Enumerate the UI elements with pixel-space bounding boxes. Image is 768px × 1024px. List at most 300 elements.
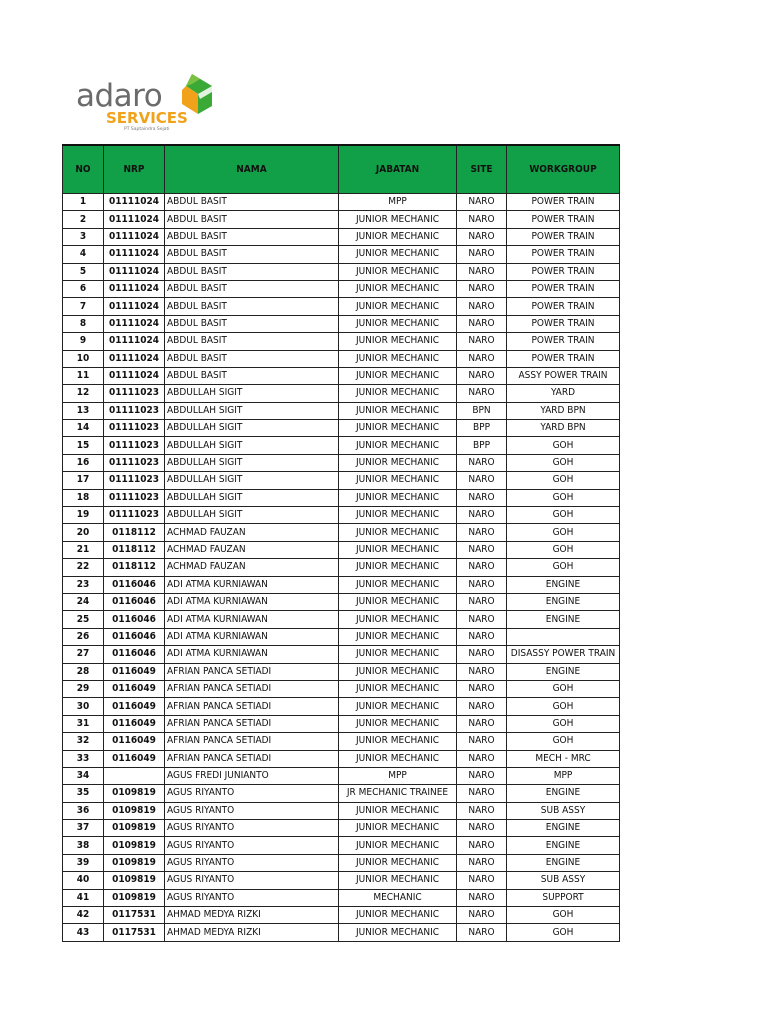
cell-no: 13 [63, 402, 104, 419]
cell-site: NARO [457, 489, 507, 506]
cell-site: NARO [457, 837, 507, 854]
table-row [63, 767, 620, 784]
cell-no: 29 [63, 680, 104, 697]
cell-nrp: 0116049 [104, 680, 165, 697]
cell-no: 36 [63, 802, 104, 819]
cell-nama: ABDUL BASIT [165, 211, 339, 228]
cell-nrp: 0109819 [104, 802, 165, 819]
table-row [63, 854, 620, 871]
cell-nama: ABDUL BASIT [165, 350, 339, 367]
cell-jabatan: JUNIOR MECHANIC [339, 750, 457, 767]
cell-site: NARO [457, 367, 507, 384]
cell-site: BPP [457, 420, 507, 437]
cell-nama: ABDUL BASIT [165, 246, 339, 263]
cell-nrp: 0116049 [104, 750, 165, 767]
cell-site: NARO [457, 628, 507, 645]
cell-site: NARO [457, 315, 507, 332]
cell-jabatan: JUNIOR MECHANIC [339, 907, 457, 924]
cell-nama: ADI ATMA KURNIAWAN [165, 646, 339, 663]
table-row [63, 802, 620, 819]
cell-no: 43 [63, 924, 104, 941]
cell-site: NARO [457, 820, 507, 837]
cell-workgroup: ENGINE [507, 820, 620, 837]
cell-no: 17 [63, 472, 104, 489]
cell-nama: ABDUL BASIT [165, 333, 339, 350]
table-row [63, 350, 620, 367]
cell-workgroup: GOH [507, 924, 620, 941]
cell-workgroup: GOH [507, 680, 620, 697]
cell-no: 14 [63, 420, 104, 437]
table-row [63, 924, 620, 941]
cell-jabatan: JUNIOR MECHANIC [339, 802, 457, 819]
cell-no: 26 [63, 628, 104, 645]
cell-site: NARO [457, 715, 507, 732]
cell-nama: AHMAD MEDYA RIZKI [165, 924, 339, 941]
cell-jabatan: JR MECHANIC TRAINEE [339, 785, 457, 802]
cell-nama: AHMAD MEDYA RIZKI [165, 907, 339, 924]
table-row [63, 315, 620, 332]
cell-nrp: 0109819 [104, 785, 165, 802]
cell-nama: ADI ATMA KURNIAWAN [165, 628, 339, 645]
cell-site: NARO [457, 507, 507, 524]
cell-nrp: 0116049 [104, 698, 165, 715]
cell-nrp: 0109819 [104, 854, 165, 871]
cell-workgroup: POWER TRAIN [507, 194, 620, 211]
cell-jabatan: JUNIOR MECHANIC [339, 628, 457, 645]
cell-no: 2 [63, 211, 104, 228]
cell-nama: ACHMAD FAUZAN [165, 524, 339, 541]
cell-nrp: 01111024 [104, 211, 165, 228]
cell-site: NARO [457, 524, 507, 541]
employee-table [62, 144, 620, 942]
cell-site: NARO [457, 785, 507, 802]
cell-no: 3 [63, 228, 104, 245]
cell-no: 16 [63, 454, 104, 471]
table-row [63, 559, 620, 576]
cell-nrp: 0109819 [104, 872, 165, 889]
cell-nama: ABDULLAH SIGIT [165, 402, 339, 419]
cell-nama: ABDULLAH SIGIT [165, 472, 339, 489]
cell-jabatan: JUNIOR MECHANIC [339, 820, 457, 837]
cell-workgroup: GOH [507, 559, 620, 576]
cell-site: NARO [457, 472, 507, 489]
cell-no: 23 [63, 576, 104, 593]
cell-site: NARO [457, 333, 507, 350]
table-row [63, 715, 620, 732]
cell-nrp: 01111024 [104, 333, 165, 350]
cell-jabatan: JUNIOR MECHANIC [339, 263, 457, 280]
cell-jabatan: JUNIOR MECHANIC [339, 246, 457, 263]
cell-no: 21 [63, 541, 104, 558]
cell-nrp: 0116049 [104, 663, 165, 680]
cell-site: NARO [457, 889, 507, 906]
cell-jabatan: JUNIOR MECHANIC [339, 228, 457, 245]
cell-no: 10 [63, 350, 104, 367]
cell-nrp: 01111024 [104, 194, 165, 211]
cell-jabatan: JUNIOR MECHANIC [339, 472, 457, 489]
cell-workgroup: POWER TRAIN [507, 333, 620, 350]
table-row [63, 541, 620, 558]
company-logo [74, 68, 220, 138]
header-nama: NAMA [165, 145, 339, 194]
cell-nama: AFRIAN PANCA SETIADI [165, 698, 339, 715]
cell-no: 20 [63, 524, 104, 541]
cell-jabatan: JUNIOR MECHANIC [339, 663, 457, 680]
cell-workgroup: GOH [507, 507, 620, 524]
cell-workgroup: ENGINE [507, 854, 620, 871]
cell-workgroup: DISASSY POWER TRAIN [507, 646, 620, 663]
cell-workgroup: GOH [507, 715, 620, 732]
cell-no: 18 [63, 489, 104, 506]
cell-no: 7 [63, 298, 104, 315]
cell-jabatan: JUNIOR MECHANIC [339, 367, 457, 384]
cell-jabatan: JUNIOR MECHANIC [339, 333, 457, 350]
cell-no: 30 [63, 698, 104, 715]
header-site: SITE [457, 145, 507, 194]
cell-workgroup: POWER TRAIN [507, 263, 620, 280]
cell-site: NARO [457, 298, 507, 315]
cell-jabatan: JUNIOR MECHANIC [339, 454, 457, 471]
cell-nama: AFRIAN PANCA SETIADI [165, 680, 339, 697]
cell-jabatan: JUNIOR MECHANIC [339, 733, 457, 750]
cell-jabatan: JUNIOR MECHANIC [339, 350, 457, 367]
cell-nama: ABDULLAH SIGIT [165, 507, 339, 524]
cell-workgroup: MECH - MRC [507, 750, 620, 767]
cell-nama: AGUS RIYANTO [165, 854, 339, 871]
cell-nama: AFRIAN PANCA SETIADI [165, 715, 339, 732]
cell-workgroup: POWER TRAIN [507, 280, 620, 297]
table-row [63, 228, 620, 245]
cell-workgroup: GOH [507, 524, 620, 541]
cell-nrp: 01111024 [104, 367, 165, 384]
cell-nama: ABDUL BASIT [165, 194, 339, 211]
table-row [63, 454, 620, 471]
cell-site: NARO [457, 593, 507, 610]
cell-nama: ACHMAD FAUZAN [165, 541, 339, 558]
cell-jabatan: JUNIOR MECHANIC [339, 698, 457, 715]
cell-no: 4 [63, 246, 104, 263]
cell-no: 42 [63, 907, 104, 924]
cell-site: NARO [457, 228, 507, 245]
cell-jabatan: JUNIOR MECHANIC [339, 385, 457, 402]
cell-jabatan: JUNIOR MECHANIC [339, 576, 457, 593]
cell-workgroup: ENGINE [507, 593, 620, 610]
table-body [63, 194, 620, 942]
cell-nrp: 0118112 [104, 524, 165, 541]
table-row [63, 820, 620, 837]
table-row [63, 785, 620, 802]
cell-site: NARO [457, 263, 507, 280]
cell-nrp: 01111023 [104, 507, 165, 524]
cell-nama: ABDUL BASIT [165, 228, 339, 245]
table-row [63, 246, 620, 263]
cell-workgroup: POWER TRAIN [507, 246, 620, 263]
cell-nrp [104, 767, 165, 784]
cell-nrp: 0117531 [104, 907, 165, 924]
table-header-row [63, 145, 620, 194]
cell-site: NARO [457, 246, 507, 263]
cell-workgroup: YARD BPN [507, 420, 620, 437]
cell-workgroup: ENGINE [507, 576, 620, 593]
cell-nrp: 01111024 [104, 280, 165, 297]
cell-jabatan: JUNIOR MECHANIC [339, 872, 457, 889]
cell-nrp: 01111023 [104, 489, 165, 506]
table-row [63, 420, 620, 437]
table-row [63, 837, 620, 854]
cell-site: NARO [457, 280, 507, 297]
table-row [63, 263, 620, 280]
cell-jabatan: JUNIOR MECHANIC [339, 315, 457, 332]
cell-workgroup: ENGINE [507, 785, 620, 802]
cell-nrp: 0118112 [104, 541, 165, 558]
table-row [63, 298, 620, 315]
table-row [63, 663, 620, 680]
table-row [63, 733, 620, 750]
table-row [63, 889, 620, 906]
table-row [63, 680, 620, 697]
header-no: NO [63, 145, 104, 194]
cell-nrp: 0116046 [104, 611, 165, 628]
cell-site: NARO [457, 663, 507, 680]
cell-site: NARO [457, 733, 507, 750]
cell-nrp: 01111024 [104, 315, 165, 332]
cell-nama: ADI ATMA KURNIAWAN [165, 576, 339, 593]
cell-nama: AGUS RIYANTO [165, 802, 339, 819]
cell-nrp: 0109819 [104, 820, 165, 837]
cell-jabatan: JUNIOR MECHANIC [339, 854, 457, 871]
cell-no: 41 [63, 889, 104, 906]
cell-no: 19 [63, 507, 104, 524]
cell-nrp: 0116049 [104, 715, 165, 732]
cell-nama: ABDUL BASIT [165, 298, 339, 315]
table-row [63, 194, 620, 211]
cell-nama: ADI ATMA KURNIAWAN [165, 593, 339, 610]
cell-nrp: 01111023 [104, 402, 165, 419]
cell-jabatan: JUNIOR MECHANIC [339, 715, 457, 732]
cell-nama: AGUS RIYANTO [165, 820, 339, 837]
logo-wordmark: adaro [76, 78, 163, 114]
header-workgroup: WORKGROUP [507, 145, 620, 194]
cell-nama: AFRIAN PANCA SETIADI [165, 733, 339, 750]
cell-workgroup: GOH [507, 698, 620, 715]
cell-nrp: 0118112 [104, 559, 165, 576]
cell-jabatan: JUNIOR MECHANIC [339, 298, 457, 315]
cell-site: NARO [457, 872, 507, 889]
cell-no: 35 [63, 785, 104, 802]
table-row [63, 385, 620, 402]
cell-nama: AGUS RIYANTO [165, 785, 339, 802]
cell-jabatan: MPP [339, 194, 457, 211]
table-row [63, 698, 620, 715]
cell-no: 12 [63, 385, 104, 402]
cell-workgroup: POWER TRAIN [507, 228, 620, 245]
cell-workgroup: SUB ASSY [507, 872, 620, 889]
cell-no: 33 [63, 750, 104, 767]
table-row [63, 367, 620, 384]
cell-no: 37 [63, 820, 104, 837]
table-row [63, 507, 620, 524]
cell-nrp: 0109819 [104, 837, 165, 854]
cell-nama: ABDUL BASIT [165, 367, 339, 384]
cell-site: NARO [457, 559, 507, 576]
cell-jabatan: MPP [339, 767, 457, 784]
cell-no: 39 [63, 854, 104, 871]
table-row [63, 628, 620, 645]
cell-workgroup: GOH [507, 541, 620, 558]
cell-site: BPN [457, 402, 507, 419]
cell-site: NARO [457, 680, 507, 697]
table-row [63, 576, 620, 593]
cell-no: 11 [63, 367, 104, 384]
cell-jabatan: JUNIOR MECHANIC [339, 646, 457, 663]
cell-jabatan: JUNIOR MECHANIC [339, 402, 457, 419]
cell-nrp: 01111024 [104, 350, 165, 367]
cell-workgroup: MPP [507, 767, 620, 784]
table-row [63, 472, 620, 489]
cell-nrp: 01111023 [104, 437, 165, 454]
cell-no: 15 [63, 437, 104, 454]
cell-no: 32 [63, 733, 104, 750]
cell-jabatan: JUNIOR MECHANIC [339, 420, 457, 437]
cell-workgroup: GOH [507, 437, 620, 454]
cell-jabatan: MECHANIC [339, 889, 457, 906]
cell-workgroup: ENGINE [507, 663, 620, 680]
cell-jabatan: JUNIOR MECHANIC [339, 593, 457, 610]
cell-workgroup: GOH [507, 454, 620, 471]
cell-nrp: 01111023 [104, 420, 165, 437]
cell-workgroup: GOH [507, 907, 620, 924]
cell-nama: AGUS RIYANTO [165, 872, 339, 889]
table-row [63, 333, 620, 350]
cell-site: NARO [457, 611, 507, 628]
cell-nama: AGUS FREDI JUNIANTO [165, 767, 339, 784]
cell-no: 40 [63, 872, 104, 889]
cell-jabatan: JUNIOR MECHANIC [339, 524, 457, 541]
table-row [63, 611, 620, 628]
table-row [63, 211, 620, 228]
cell-site: NARO [457, 767, 507, 784]
table-row [63, 593, 620, 610]
cell-nrp: 01111024 [104, 228, 165, 245]
cell-no: 6 [63, 280, 104, 297]
cell-nrp: 01111023 [104, 454, 165, 471]
cell-workgroup: ENGINE [507, 837, 620, 854]
cell-site: NARO [457, 924, 507, 941]
cell-workgroup: GOH [507, 472, 620, 489]
cell-no: 28 [63, 663, 104, 680]
cell-site: NARO [457, 698, 507, 715]
cell-nama: ABDULLAH SIGIT [165, 489, 339, 506]
cell-workgroup: YARD BPN [507, 402, 620, 419]
table-row [63, 907, 620, 924]
cell-workgroup: POWER TRAIN [507, 315, 620, 332]
cell-nama: ADI ATMA KURNIAWAN [165, 611, 339, 628]
table-row [63, 524, 620, 541]
cell-workgroup: YARD [507, 385, 620, 402]
table-row [63, 489, 620, 506]
cell-nama: ABDULLAH SIGIT [165, 385, 339, 402]
cell-jabatan: JUNIOR MECHANIC [339, 489, 457, 506]
table-row [63, 872, 620, 889]
cell-workgroup: POWER TRAIN [507, 350, 620, 367]
cell-nrp: 01111024 [104, 298, 165, 315]
cell-site: NARO [457, 454, 507, 471]
cell-workgroup: GOH [507, 489, 620, 506]
cell-no: 25 [63, 611, 104, 628]
cell-no: 1 [63, 194, 104, 211]
cell-workgroup [507, 628, 620, 645]
cell-nama: ABDULLAH SIGIT [165, 437, 339, 454]
cell-jabatan: JUNIOR MECHANIC [339, 837, 457, 854]
cell-site: BPP [457, 437, 507, 454]
cell-nama: ABDUL BASIT [165, 280, 339, 297]
cell-nama: AFRIAN PANCA SETIADI [165, 663, 339, 680]
cell-no: 31 [63, 715, 104, 732]
cell-workgroup: ASSY POWER TRAIN [507, 367, 620, 384]
header-jabatan: JABATAN [339, 145, 457, 194]
cell-no: 38 [63, 837, 104, 854]
cell-site: NARO [457, 854, 507, 871]
cell-workgroup: POWER TRAIN [507, 298, 620, 315]
cell-workgroup: SUPPORT [507, 889, 620, 906]
cell-jabatan: JUNIOR MECHANIC [339, 280, 457, 297]
cell-nrp: 0116046 [104, 628, 165, 645]
cell-workgroup: ENGINE [507, 611, 620, 628]
cell-jabatan: JUNIOR MECHANIC [339, 437, 457, 454]
cell-jabatan: JUNIOR MECHANIC [339, 924, 457, 941]
cell-site: NARO [457, 385, 507, 402]
cell-workgroup: GOH [507, 733, 620, 750]
table-row [63, 437, 620, 454]
cell-jabatan: JUNIOR MECHANIC [339, 541, 457, 558]
cell-no: 8 [63, 315, 104, 332]
cell-site: NARO [457, 576, 507, 593]
cell-no: 22 [63, 559, 104, 576]
cell-nrp: 0116046 [104, 646, 165, 663]
cell-nrp: 0116049 [104, 733, 165, 750]
cell-nrp: 01111023 [104, 472, 165, 489]
cell-site: NARO [457, 750, 507, 767]
cell-jabatan: JUNIOR MECHANIC [339, 611, 457, 628]
cell-site: NARO [457, 802, 507, 819]
cell-no: 9 [63, 333, 104, 350]
cell-site: NARO [457, 541, 507, 558]
cell-nama: ABDULLAH SIGIT [165, 454, 339, 471]
header-nrp: NRP [104, 145, 165, 194]
cell-nrp: 0116046 [104, 576, 165, 593]
cell-nrp: 01111024 [104, 263, 165, 280]
cell-jabatan: JUNIOR MECHANIC [339, 680, 457, 697]
cell-jabatan: JUNIOR MECHANIC [339, 507, 457, 524]
cell-nama: AFRIAN PANCA SETIADI [165, 750, 339, 767]
cell-nama: AGUS RIYANTO [165, 837, 339, 854]
cell-nama: ABDUL BASIT [165, 315, 339, 332]
cell-no: 5 [63, 263, 104, 280]
cell-no: 24 [63, 593, 104, 610]
table-row [63, 402, 620, 419]
cell-site: NARO [457, 350, 507, 367]
cell-site: NARO [457, 211, 507, 228]
cell-nama: AGUS RIYANTO [165, 889, 339, 906]
cell-nrp: 01111024 [104, 246, 165, 263]
cell-no: 27 [63, 646, 104, 663]
cell-nrp: 0117531 [104, 924, 165, 941]
cell-jabatan: JUNIOR MECHANIC [339, 559, 457, 576]
cell-site: NARO [457, 194, 507, 211]
cell-nrp: 0109819 [104, 889, 165, 906]
logo-services-text: SERVICES [106, 109, 188, 127]
cell-nrp: 01111023 [104, 385, 165, 402]
